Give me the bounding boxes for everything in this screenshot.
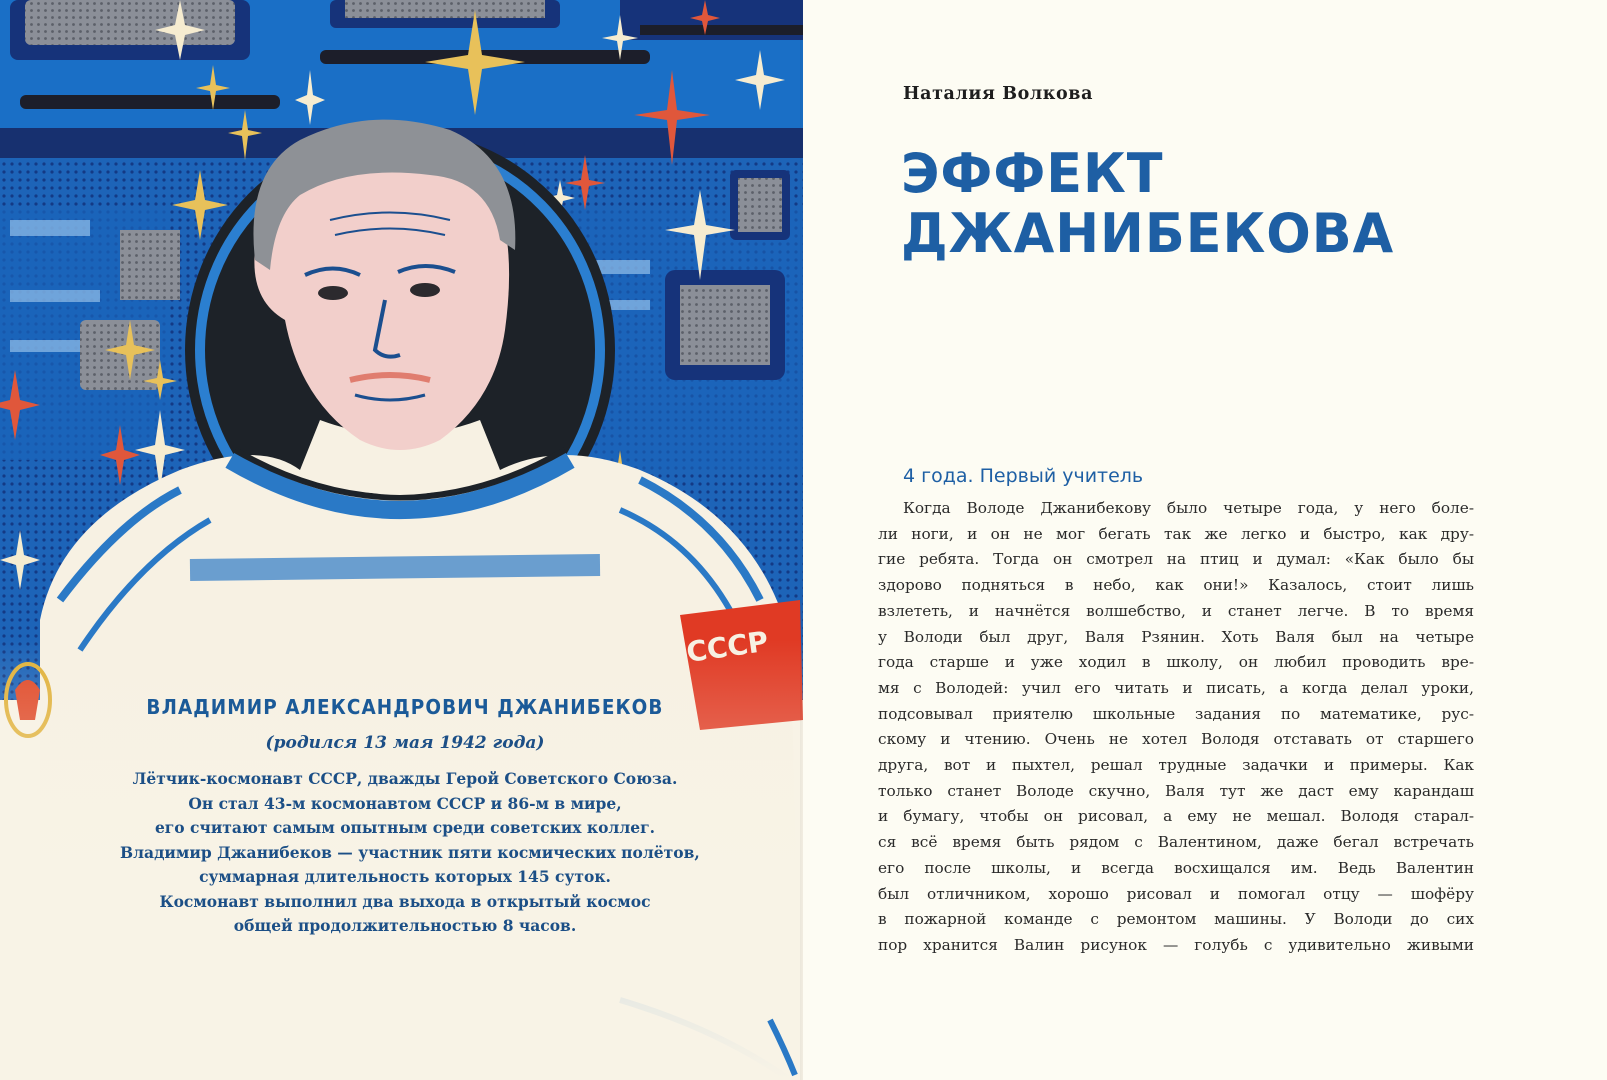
section-heading: 4 года. Первый учитель	[903, 465, 1144, 487]
biography-text	[120, 767, 700, 939]
text-line: взлететь, и начнётся волшебство, и станет легче. В то время	[878, 601, 1474, 620]
text-line: Когда Володе Джанибекову было четыре года, у него боле-	[903, 499, 1474, 517]
text-line: только станет Володе скучно, Валя тут же даст ему карандаш	[878, 781, 1474, 800]
biography-line: общей продолжительностью 8 часов.	[233, 916, 577, 935]
text-line: был отличником, хорошо рисовал и помогал отцу — шофёру	[878, 884, 1474, 903]
text-line: ся всё время быть рядом с Валентином, даже бегал встречать	[878, 833, 1474, 852]
title-line: ДЖАНИБЕКОВА	[901, 202, 1395, 265]
text-line: гие ребята. Тогда он смотрел на птиц и думал: «Как было бы	[878, 550, 1474, 569]
biography-line: Владимир Джанибеков — участник пяти космических полётов,	[120, 842, 700, 862]
biography-caption	[120, 695, 700, 939]
text-line: скому и чтению. Очень не хотел Володя отставать от старшего	[878, 730, 1474, 749]
text-line: в пожарной команде с ремонтом машины. У Володи до сих	[878, 910, 1474, 929]
birth-date: (родился 13 мая 1942 года)	[265, 733, 545, 753]
text-line: здорово подняться в небо, как они!» Казалось, стоит лишь	[878, 576, 1474, 595]
right-page	[803, 0, 1607, 1080]
cosmonaut-name: ВЛАДИМИР АЛЕКСАНДРОВИЧ ДЖАНИБЕКОВ	[146, 695, 664, 719]
title-line: ЭФФЕКТ	[901, 142, 1164, 205]
text-line: и бумагу, чтобы он рисовал, а ему не мешал. Володя старал-	[878, 807, 1474, 826]
chapter-title	[901, 144, 1394, 264]
text-line: у Володи был друг, Валя Рзянин. Хоть Валя был на четыре	[878, 627, 1474, 646]
author-name: Наталия Волкова	[903, 84, 1094, 104]
left-page	[0, 0, 803, 1080]
body-text	[878, 496, 1474, 959]
text-line: друга, вот и пыхтел, решал трудные задачки и примеры. Как	[878, 756, 1474, 775]
biography-line: суммарная длительность которых 145 суток.	[199, 867, 611, 886]
biography-line: его считают самым опытным среди советских коллег.	[154, 818, 656, 837]
text-line: года старше и уже ходил в школу, он любил проводить вре-	[878, 653, 1474, 672]
text-line: его после школы, и всегда восхищался им. Ведь Валентин	[878, 858, 1474, 877]
text-line: ли ноги, и он не мог бегать так же легко и быстро, как дру-	[878, 524, 1474, 543]
text-line: подсовывал приятелю школьные задания по математике, рус-	[878, 704, 1474, 723]
biography-line: Он стал 43-м космонавтом СССР и 86-м в мире,	[188, 793, 622, 813]
text-line: мя с Володей: учил его читать и писать, а когда делал уроки,	[878, 678, 1474, 697]
biography-line: Космонавт выполнил два выхода в открытый космос	[159, 891, 651, 911]
biography-line: Лётчик-космонавт СССР, дважды Герой Советского Союза.	[132, 769, 678, 788]
text-line: пор хранится Валин рисунок — голубь с удивительно живыми	[878, 935, 1474, 954]
